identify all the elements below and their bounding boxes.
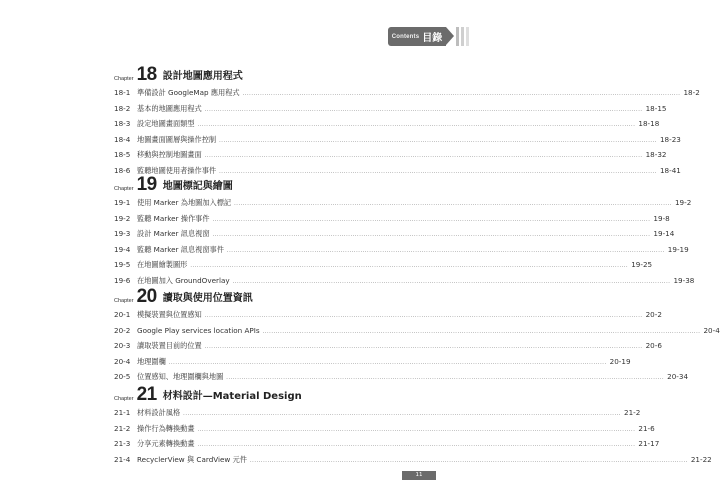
entry-page: 20-6	[645, 341, 662, 351]
entry-title: 讀取裝置目前的位置	[137, 341, 202, 351]
entry-number: 18-1	[114, 88, 131, 97]
entry-title: 準備設計 GoogleMap 應用程式	[137, 88, 240, 97]
entry-number: 20-5	[114, 372, 131, 382]
chapter-title: 地圖標記與繪圖	[162, 181, 233, 192]
toc-entry[interactable]	[114, 341, 662, 357]
entry-title: 在地圖繪製圖形	[137, 260, 188, 270]
chapter-19	[114, 172, 695, 292]
entry-title: 位置感知、地理圍欄與地圖	[137, 372, 224, 382]
leader-dots: ........................................................................................................................................................................................................	[219, 168, 657, 175]
leader-dots: ........................................................................................................................................................................................................	[226, 375, 665, 382]
chapter-label: Chapter	[114, 396, 134, 402]
entry-number: 21-3	[114, 439, 131, 449]
entry-title: 基本的地圖應用程式	[137, 103, 202, 113]
entry-page: 21-22	[690, 454, 712, 464]
chapter-number: 21	[136, 384, 157, 405]
entry-title: 地圖畫面圖層與操作控制	[137, 134, 217, 144]
entry-title: 使用 Marker 為地圖加入標記	[137, 198, 232, 207]
entry-number: 20-1	[114, 310, 131, 319]
entry-number: 21-4	[114, 454, 131, 464]
toc-entry[interactable]	[114, 244, 689, 261]
entry-page: 18-15	[645, 103, 667, 113]
toc-entry[interactable]	[114, 356, 631, 373]
leader-dots: ........................................................................................................................................................................................................	[197, 442, 636, 449]
entry-number: 19-6	[114, 275, 131, 285]
entry-page: 21-17	[638, 439, 660, 449]
entry-number: 18-3	[114, 119, 131, 129]
chapter-heading	[114, 172, 404, 194]
entry-title: 地理圍欄	[137, 356, 166, 366]
leader-dots: ........................................................................................................................................................................................................	[204, 344, 643, 351]
chapter-number: 20	[136, 286, 157, 307]
chapter-20	[114, 284, 720, 388]
entry-page: 19-25	[631, 260, 653, 270]
toc-entry[interactable]	[114, 260, 653, 276]
entry-title: 移動與控制地圖畫面	[137, 150, 202, 160]
leader-dots: ........................................................................................................................................................................................................	[190, 263, 629, 270]
leader-dots: ........................................................................................................................................................................................................	[212, 216, 651, 223]
chapter-18	[114, 62, 700, 182]
entry-page: 20-2	[645, 310, 662, 319]
entry-title: 監聽地圖使用者操作事件	[137, 165, 217, 175]
leader-dots: ........................................................................................................................................................................................................	[204, 153, 643, 160]
chapter-label: Chapter	[114, 76, 134, 82]
entry-number: 21-2	[114, 423, 131, 433]
entry-title: RecyclerView 與 CardView 元件	[137, 454, 247, 464]
contents-tab	[388, 27, 470, 46]
toc-entry[interactable]	[114, 198, 692, 214]
toc-entry[interactable]	[114, 88, 700, 104]
toc-entry[interactable]	[114, 423, 655, 440]
entry-page: 20-34	[667, 372, 689, 382]
leader-dots: ........................................................................................................................................................................................................	[168, 359, 607, 366]
toc-entry[interactable]	[114, 454, 712, 471]
chapter-title: 讀取與使用位置資訊	[162, 293, 253, 304]
entry-number: 21-1	[114, 408, 131, 417]
entry-number: 20-4	[114, 356, 131, 366]
entry-page: 18-23	[659, 134, 681, 144]
entry-number: 19-1	[114, 198, 131, 207]
entry-page: 18-18	[638, 119, 660, 129]
toc-entry[interactable]	[114, 229, 675, 245]
toc-entry[interactable]	[114, 103, 667, 120]
entry-title: Google Play services location APIs	[137, 325, 260, 335]
entry-number: 19-3	[114, 229, 131, 239]
entry-page: 19-8	[653, 213, 670, 223]
leader-dots: ........................................................................................................................................................................................................	[262, 328, 701, 335]
entry-title: 設定地圖畫面類型	[137, 119, 195, 129]
entry-title: 監聽 Marker 訊息視窗事件	[137, 244, 224, 254]
entry-number: 18-4	[114, 134, 131, 144]
entry-page: 18-32	[645, 150, 667, 160]
leader-dots: ........................................................................................................................................................................................................	[234, 201, 672, 207]
toc-entry[interactable]	[114, 408, 641, 424]
entry-title: 模擬裝置與位置感知	[137, 310, 202, 319]
leader-dots: ........................................................................................................................................................................................................	[204, 313, 643, 319]
entry-page: 19-2	[674, 198, 692, 207]
chapter-number: 18	[136, 64, 157, 85]
entry-number: 18-5	[114, 150, 131, 160]
entry-title: 監聽 Marker 操作事件	[137, 213, 210, 223]
chapter-title: 設計地圖應用程式	[162, 71, 243, 82]
contents-tab-zh: 目錄	[422, 33, 443, 44]
chapter-heading	[114, 284, 404, 306]
entry-number: 20-3	[114, 341, 131, 351]
leader-dots: ........................................................................................................................................................................................................	[197, 426, 636, 433]
entry-title: 操作行為轉換動畫	[137, 423, 195, 433]
entry-number: 19-5	[114, 260, 131, 270]
entry-page: 20-4	[703, 325, 720, 335]
entry-title: 分享元素轉換動畫	[137, 439, 195, 449]
toc-entry[interactable]	[114, 325, 720, 342]
entry-page: 18-2	[683, 88, 700, 97]
leader-dots: ........................................................................................................................................................................................................	[219, 137, 657, 144]
entry-page: 21-6	[638, 423, 655, 433]
chapter-label: Chapter	[114, 298, 134, 304]
contents-tab-en: Contents	[391, 33, 420, 40]
chapter-21	[114, 382, 712, 470]
leader-dots: ........................................................................................................................................................................................................	[249, 457, 688, 464]
toc-entry[interactable]	[114, 150, 667, 166]
chapter-heading	[114, 382, 404, 404]
page-number-tab: 11	[402, 471, 436, 480]
leader-dots: ........................................................................................................................................................................................................	[197, 122, 636, 129]
toc-entry[interactable]	[114, 439, 660, 455]
entry-title: 設計 Marker 訊息視窗	[137, 229, 210, 239]
leader-dots: ........................................................................................................................................................................................................	[183, 411, 622, 417]
toc-entry[interactable]	[114, 134, 681, 151]
leader-dots: ........................................................................................................................................................................................................	[232, 278, 671, 285]
entry-number: 19-2	[114, 213, 131, 223]
chapter-number: 19	[136, 174, 157, 195]
entry-page: 18-41	[659, 165, 681, 175]
entry-title: 材料設計風格	[137, 408, 181, 417]
entry-page: 19-14	[653, 229, 675, 239]
entry-page: 21-2	[624, 408, 641, 417]
entry-page: 20-19	[609, 356, 631, 366]
entry-page: 19-38	[673, 275, 695, 285]
entry-number: 20-2	[114, 325, 131, 335]
toc-entry[interactable]	[114, 119, 660, 135]
entry-number: 18-2	[114, 103, 131, 113]
leader-dots: ........................................................................................................................................................................................................	[212, 232, 651, 239]
contents-tab-label-box	[388, 27, 446, 46]
leader-dots: ........................................................................................................................................................................................................	[226, 247, 665, 254]
toc-entry[interactable]	[114, 310, 662, 326]
chapter-title: 材料設計—Material Design	[162, 391, 302, 402]
contents-tab-stripes	[456, 27, 470, 46]
toc-entry[interactable]	[114, 213, 670, 230]
leader-dots: ........................................................................................................................................................................................................	[204, 106, 643, 113]
chapter-heading	[114, 62, 404, 84]
entry-number: 18-6	[114, 165, 131, 175]
entry-title: 在地圖加入 GroundOverlay	[137, 275, 230, 285]
chapter-label: Chapter	[114, 186, 134, 192]
leader-dots: ........................................................................................................................................................................................................	[242, 91, 681, 97]
entry-page: 19-19	[667, 244, 689, 254]
entry-number: 19-4	[114, 244, 131, 254]
